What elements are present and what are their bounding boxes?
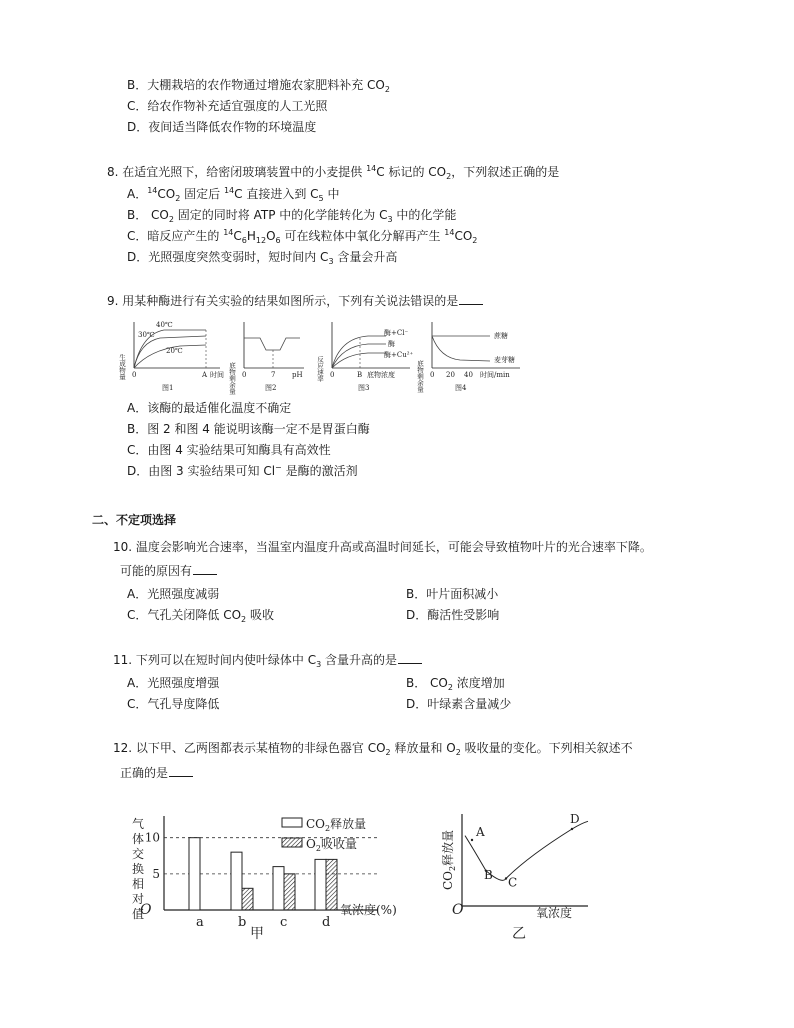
fig3-origin: 0: [330, 371, 335, 379]
answer-blank: [169, 765, 193, 777]
fig1-a: A: [202, 371, 208, 379]
q9-fig1: [118, 321, 224, 392]
jia-bar-o2: [326, 859, 337, 910]
jia-category-label: a: [196, 915, 204, 930]
fig1-label-40: 40℃: [156, 321, 173, 329]
jia-bar-co2: [273, 867, 284, 910]
jia-bar-o2: [284, 874, 295, 910]
jia-category-label: d: [322, 915, 331, 930]
q7-option-c: C．给农作物补充适宜强度的人工光照: [127, 99, 328, 113]
q9-stem: 9. 用某种酶进行有关实验的结果如图所示，下列有关说法错误的是: [107, 293, 483, 309]
yi-point-label: B: [484, 867, 493, 882]
q9-fig2: [228, 322, 304, 395]
q9-figures: [120, 316, 530, 396]
fig4-xlabel: 时间/min: [480, 371, 510, 379]
q10-option-c: C．气孔关闭降低 $CO_2$ 吸收: [127, 608, 274, 624]
jia-ylabel-char: 气: [132, 817, 145, 831]
fig3-xlabel: 底物浓度: [367, 371, 395, 379]
answer-blank: [398, 652, 422, 664]
jia-ylabel-char: 体: [132, 832, 145, 846]
jia-ylabel-char: 交: [132, 847, 145, 861]
q9-option-a: A．该酶的最适催化温度不确定: [127, 401, 292, 415]
fig4-label-maltose: 麦芽糖: [494, 356, 515, 364]
fig2-origin: 0: [242, 371, 247, 379]
fig1-origin: 0: [132, 371, 137, 379]
yi-point-label: D: [570, 812, 580, 826]
q11-option-c: C．气孔导度降低: [127, 697, 220, 711]
yi-title: 乙: [512, 926, 526, 942]
q8-stem: 8. 在适宜光照下，给密闭玻璃装置中的小麦提供 $^{14}$C 标记的 $CO_2$，下列叙述正确的是: [107, 164, 560, 181]
fig3-caption: 图3: [358, 384, 370, 392]
jia-xlabel: 氧浓度(%): [340, 903, 397, 917]
fig1-label-20: 20℃: [166, 347, 183, 355]
q12-stem-line1: 12. 以下甲、乙两图都表示某植物的非绿色器官 $CO_2$ 释放量和 $O_2$ 吸收量的变化。下列相关叙述不: [113, 741, 633, 757]
q12-stem-line2: 正确的是: [120, 765, 193, 781]
jia-ylabel-char: 相: [132, 877, 145, 891]
legend-co2-label: $CO_2$释放量: [306, 817, 367, 833]
q9-fig4: [416, 322, 520, 393]
fig2-ylabel: 底物剩余量: [228, 362, 236, 395]
q10-stem-line2: 可能的原因有: [120, 563, 217, 579]
fig3-b: B: [357, 371, 363, 379]
fig4-caption: 图4: [455, 384, 467, 392]
fig2-caption: 图2: [265, 384, 277, 392]
yi-point-label: C: [508, 875, 518, 890]
fig1-ylabel: 生成物量: [118, 354, 126, 380]
q8-option-a: A．$^{14}CO_2$ 固定后 $^{14}$C 直接进入到 $C_5$ 中: [127, 186, 340, 203]
jia-bar-co2: [189, 838, 200, 910]
fig4-label-sucrose: 蔗糖: [494, 332, 508, 340]
q11-option-a: A．光照强度增强: [127, 676, 220, 690]
q9-fig3: [316, 322, 414, 392]
answer-blank: [459, 293, 483, 305]
jia-tick-label: 5: [152, 866, 160, 881]
q7-option-d: D．夜间适当降低农作物的环境温度: [127, 120, 317, 134]
jia-ylabel-char: 值: [132, 907, 145, 921]
jia-bar-o2: [242, 888, 253, 910]
fig4-ylabel: 底物剩余量: [416, 360, 424, 393]
yi-xlabel: 氧浓度: [536, 906, 573, 920]
q9-option-d: D．由图 3 实验结果可知 Cl− 是酶的激活剂: [127, 463, 358, 478]
fig4-tick-20: 20: [446, 371, 455, 379]
jia-bar-co2: [315, 859, 326, 910]
q11-option-b: B． $CO_2$ 浓度增加: [406, 676, 505, 692]
jia-bar-co2: [231, 852, 242, 910]
q10-option-a: A．光照强度减弱: [127, 587, 220, 601]
yi-ylabel: $CO_2$释放量: [441, 829, 457, 890]
fig3-label-cl: 酶+Cl⁻: [384, 329, 409, 337]
fig1-caption: 图1: [162, 384, 174, 392]
q10-stem-line1: 10. 温度会影响光合速率，当温室内温度升高或高温时间延长，可能会导致植物叶片的光合速率下降。: [113, 540, 652, 554]
fig1-label-30: 30℃: [138, 331, 155, 339]
fig3-label-cu: 酶+Cu²⁺: [384, 351, 414, 359]
q11-option-d: D．叶绿素含量减少: [406, 697, 512, 711]
yi-origin: O: [452, 902, 464, 918]
jia-ylabel-char: 换: [132, 862, 145, 876]
fig3-label-enzyme: 酶: [388, 340, 395, 348]
jia-tick-label: 10: [144, 830, 160, 845]
fig3-ylabel: 反应速率: [316, 356, 324, 382]
q10-option-d: D．酶活性受影响: [406, 608, 500, 622]
q8-option-d: D．光照强度突然变弱时，短时间内 $C_3$ 含量会升高: [127, 250, 398, 266]
legend-o2-label: $O_2$吸收量: [306, 837, 357, 853]
jia-title: 甲: [250, 926, 264, 942]
q11-stem: 11. 下列可以在短时间内使叶绿体中 $C_3$ 含量升高的是: [113, 652, 422, 670]
legend-co2-swatch: [282, 818, 302, 827]
answer-blank: [193, 563, 217, 575]
yi-point: [571, 828, 573, 830]
yi-point: [471, 839, 473, 841]
q8-option-b: B． $CO_2$ 固定的同时将 ATP 中的化学能转化为 $C_3$ 中的化学能: [127, 208, 457, 224]
fig4-origin: 0: [430, 371, 435, 379]
chart-yi: [438, 810, 608, 945]
jia-origin: O: [140, 902, 152, 918]
fig1-xlabel: 时间: [210, 371, 224, 379]
jia-ylabel-char: 对: [132, 892, 145, 906]
legend-o2-swatch: [282, 838, 302, 847]
fig2-xlabel: pH: [292, 371, 303, 379]
q8-option-c: C．暗反应产生的 $^{14}C_6H_{12}O_6$ 可在线粒体中氧化分解再产生 $^{14}CO_2$: [127, 228, 478, 245]
fig2-tick-7: 7: [271, 371, 276, 379]
chart-jia: [128, 810, 428, 945]
jia-category-label: b: [238, 915, 247, 930]
fig4-tick-40: 40: [464, 371, 473, 379]
q10-option-b: B．叶片面积减小: [406, 587, 499, 601]
q7-option-b: B．大棚栽培的农作物通过增施农家肥料补充 $CO_2$: [127, 78, 390, 94]
q9-option-b: B．图 2 和图 4 能说明该酶一定不是胃蛋白酶: [127, 422, 370, 436]
q9-option-c: C．由图 4 实验结果可知酶具有高效性: [127, 443, 331, 457]
jia-category-label: c: [280, 915, 288, 930]
yi-point-label: A: [476, 825, 485, 839]
yi-point: [505, 877, 507, 879]
section-title: 二、不定项选择: [92, 513, 177, 527]
